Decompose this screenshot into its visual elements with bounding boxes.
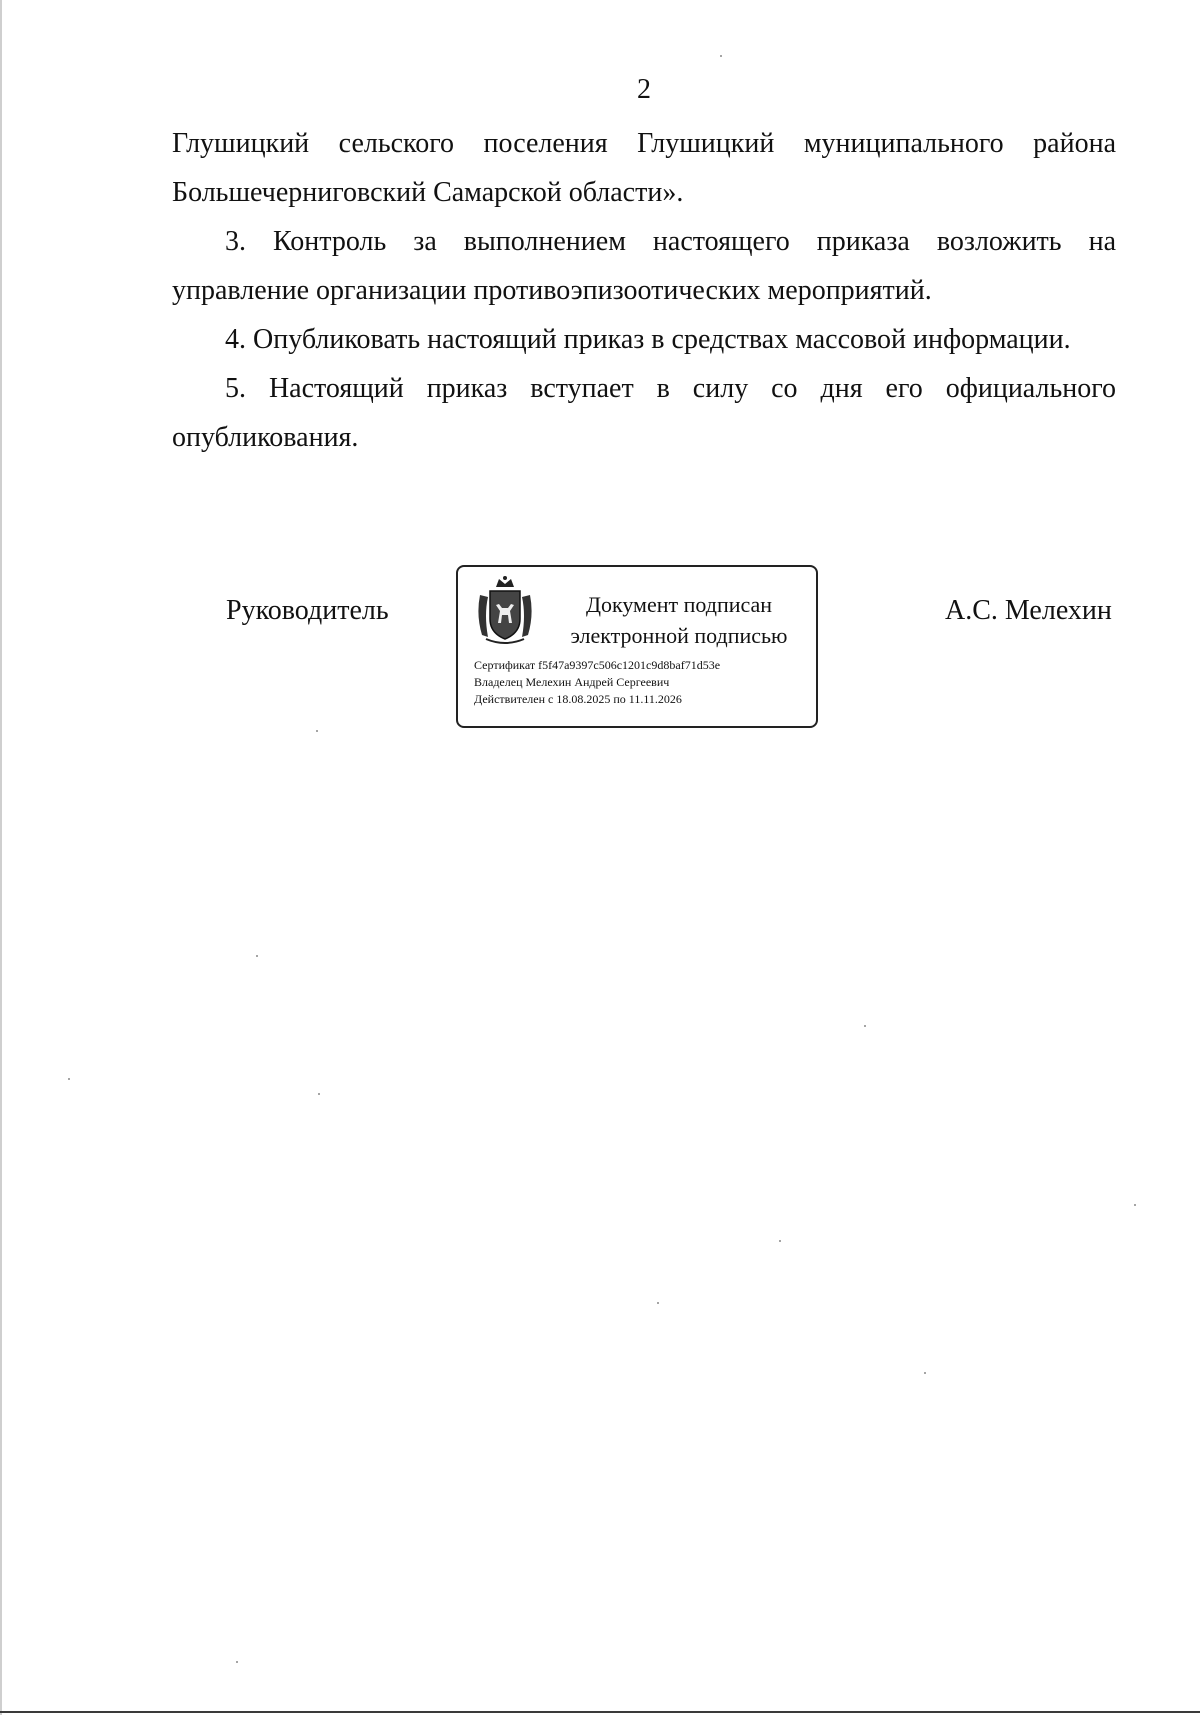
scan-speck [236,1661,238,1663]
paragraph-item-3 [172,217,1116,315]
stamp-heading-line-1: Документ подписан [585,592,773,617]
page-bottom-edge [0,1711,1200,1713]
scan-speck [864,1025,866,1027]
stamp-details [474,657,720,708]
page-number: 2 [637,74,651,105]
stamp-heading [548,589,810,651]
scan-speck [779,1240,781,1242]
signer-title: Руководитель [226,595,389,626]
signer-name: А.С. Мелехин [945,595,1112,626]
scan-speck [657,1302,659,1304]
paragraph-4: 4. Опубликовать настоящий приказ в средствах массовой информации. [225,324,1071,355]
scan-speck [316,730,318,732]
scan-speck [720,55,722,57]
certificate-owner: Владелец Мелехин Андрей Сергеевич [474,675,670,689]
stamp-heading-line-2: электронной подписью [570,623,788,648]
certificate-number: Сертификат f5f47a9397c506c1201c9d8baf71d53e [474,658,721,672]
paragraph-3: 3. Контроль за выполнением настоящего приказа возложить на управление организации противоэпизоотических мероприятий. [172,226,1116,306]
scan-speck [318,1093,320,1095]
coat-of-arms-emblem [474,575,536,645]
scan-speck [256,955,258,957]
signature-block [0,565,1200,735]
paragraph-continuation [172,119,1116,217]
page-edge [0,0,2,1715]
certificate-validity: Действителен с 18.08.2025 по 11.11.2026 [474,692,682,706]
scan-speck [1134,1204,1136,1206]
paragraph-item-5 [172,364,1116,462]
electronic-signature-stamp [456,565,818,728]
paragraph-1: Глушицкий сельского поселения Глушицкий муниципального района Большечерниговский Самарской области». [172,128,1116,208]
paragraph-item-4 [172,315,1116,364]
scan-speck [924,1372,926,1374]
scan-speck [68,1078,70,1080]
paragraph-5: 5. Настоящий приказ вступает в силу со дня его официального опубликования. [172,373,1116,453]
